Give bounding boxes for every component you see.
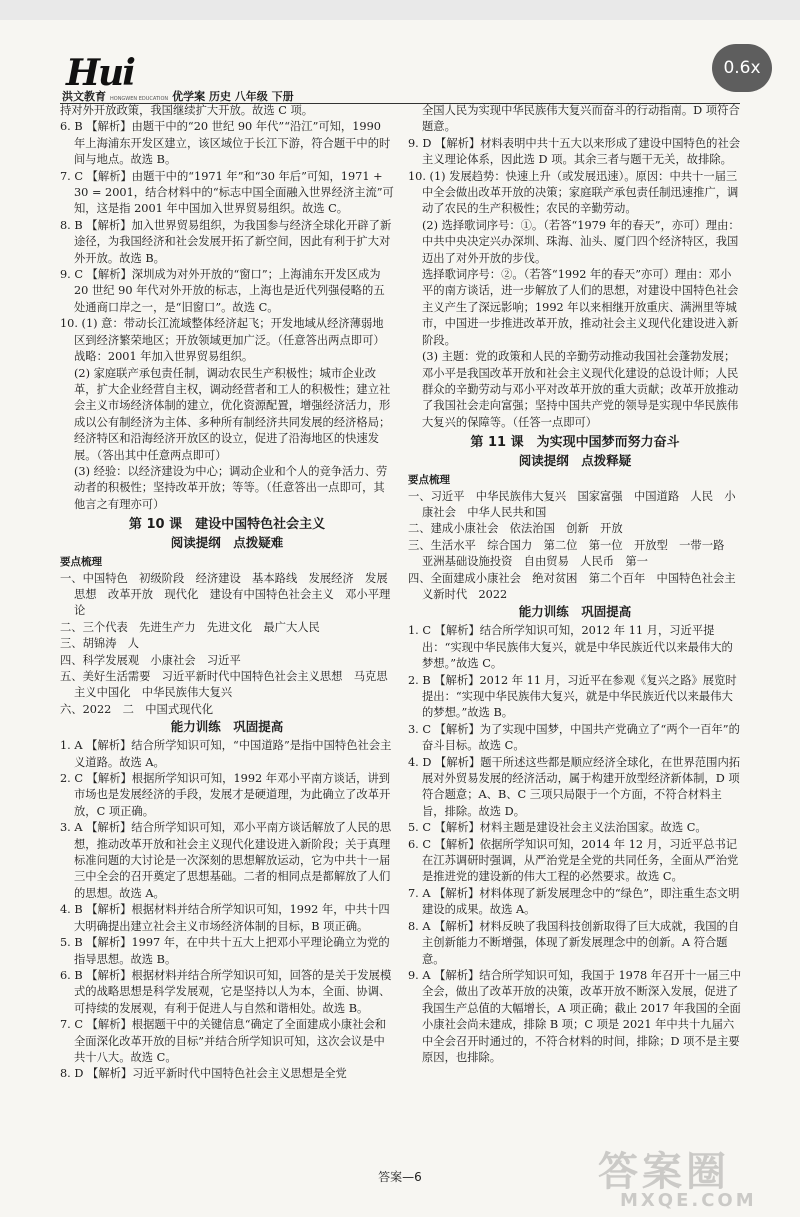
answer-paragraph: 三、生活水平 综合国力 第二位 第一位 开放型 一带一路 亚洲基础设施投资 自由贸易 人民币 第一 [408,538,736,569]
answer-paragraph: 7. A 【解析】材料体现了新发展理念中的“绿色”，即注重生态文明建设的成果。故选 A。 [408,886,740,917]
left-column [60,103,399,1083]
answer-paragraph: 8. B 【解析】加入世界贸易组织，为我国参与经济全球化开辟了新途径，为我国经济和社会发展开拓了新空间，因此有利于扩大对外开放。故选 B。 [60,218,392,265]
answer-paragraph: 选择歌词序号：②。（若答“1992 年的春天”亦可）理由：邓小平的南方谈话，进一步解放了人们的思想，对建设中国特色社会主义产生了深远影响；1992 年以来相继开放重庆、满洲里等城市，中国进一步推进改革开放，推动社会主义现代化建设进入新阶段。 [422,268,739,347]
section-title: 阅读提纲 点拨疑难 [170,535,284,551]
answer-paragraph: (3) 经验：以经济建设为中心；调动企业和个人的竞争活力、劳动者的积极性；坚持改革开放；等等。（任意答出一点即可，其他言之有理亦可） [74,464,388,511]
answer-paragraph: 10. (1) 意：带动长江流域整体经济起飞；开发地域从经济薄弱地区到经济繁荣地区；开放领域更加广泛。（任意答出两点即可）战略：2001 年加入世界贸易组织。 [60,317,385,364]
watermark-url: MXQE.COM [620,1190,757,1211]
answer-paragraph: (3) 主题：党的政策和人民的辛勤劳动推动我国社会蓬勃发展；邓小平是我国改革开放和社会主义现代化建设的总设计师；人民群众的辛勤劳动与邓小平对改革开放的重大贡献；改革开放推动了我国社会走向富强；坚持中国共产党的领导是实现中华民族伟大复兴的保障等。（任答一点即可） [422,350,739,429]
subsection-title: 要点梳理 [408,474,450,487]
answer-paragraph: 6. B 【解析】根据材料并结合所学知识可知，回答的是关于发展模式的战略思想是科学发展观，它是坚持以人为本，全面、协调、可持续的发展观，有利于促进人与自然和谐相处。故选 B。 [60,968,392,1015]
answer-paragraph: 1. C 【解析】结合所学知识可知，2012 年 11 月，习近平提出：“实现中华民族伟大复兴，就是中华民族近代以来最伟大的梦想。”故选 C。 [408,624,733,671]
answer-paragraph: 2. B 【解析】2012 年 11 月，习近平在参观《复兴之路》展览时提出：“实现中华民族伟大复兴，就是中华民族近代以来最伟大的梦想。”故选 B。 [408,673,737,720]
answer-paragraph: 8. A 【解析】材料反映了我国科技创新取得了巨大成就，我国的自主创新能力不断增强，体现了新发展理念中的创新。A 符合题意。 [408,919,740,966]
publisher-logo: Hui [66,52,134,94]
answer-paragraph: 1. A 【解析】结合所学知识可知，“中国道路”是指中国特色社会主义道路。故选 A。 [60,739,392,769]
answer-paragraph: 一、中国特色 初级阶段 经济建设 基本路线 发展经济 发展 思想 改革开放 现代化 建设有中国特色社会主义 邓小平理论 [60,571,399,618]
answer-paragraph: 四、全面建成小康社会 绝对贫困 第二个百年 中国特色社会主义新时代 2022 [408,571,736,601]
answer-paragraph: 六、2022 二 中国式现代化 [60,702,214,716]
brand-name: 洪文教育 [62,90,106,103]
book-series: 优学案 历史 八年级 下册 [172,90,294,103]
answer-paragraph: 四、科学发展观 小康社会 习近平 [60,653,241,667]
answer-paragraph: 全国人民为实现中华民族伟大复兴而奋斗的行动指南。D 项符合题意。 [422,104,740,134]
answer-paragraph: 4. B 【解析】根据材料并结合所学知识可知，1992 年，中共十四大明确提出建立社会主义市场经济体制的目标，B 项正确。 [60,903,390,933]
answer-paragraph: 二、建成小康社会 依法治国 创新 开放 [408,522,623,536]
answer-paragraph: 3. A 【解析】结合所学知识可知，邓小平南方谈话解放了人民的思想，推动改革开放和社会主义现代化建设进入新阶段；关于真理标准问题的大讨论是一次深刻的思想解放运动，它为中共十一届三中全会的召开奠定了思想基础。二者的相同点是都解放了人们的思想。故选 A。 [60,821,392,900]
right-column [408,103,742,1066]
section-title: 能力训练 巩固提高 [518,604,632,620]
answer-paragraph: (2) 选择歌词序号：①。（若答“1979 年的春天”，亦可）理由：中共中央决定兴办深圳、珠海、汕头、厦门四个经济特区，我国迈出了对外开放的步伐。 [422,218,740,265]
answer-paragraph: 9. A 【解析】结合所学知识可知，我国于 1978 年召开十一届三中全会，做出了改革开放的决策，改革开放不断深入发展，促进了我国生产总值的大幅增长，A 项正确；截止 2017 年我国的全面小康社会尚未建成，排除 B 项；C 项是 2021 年中共十九届六中全会召开时通过的，不符合材料的时间，排除；D 项不是主要原因，也排除。 [408,968,742,1064]
top-bar [0,0,800,20]
answer-paragraph: 6. C 【解析】依据所学知识可知，2014 年 12 月，习近平总书记在江苏调研时强调，从严治党是全党的共同任务，全面从严治党是推进党的建设新的伟大工程的必然要求。故选 C。 [408,837,739,884]
section-title: 能力训练 巩固提高 [170,719,284,735]
page-number: 答案—6 [378,1170,422,1184]
answer-paragraph: 二、三个代表 先进生产力 先进文化 最广大人民 [60,620,320,634]
subsection-title: 要点梳理 [60,556,102,569]
answer-paragraph: 6. B 【解析】由题干中的“20 世纪 90 年代”“沿江”可知，1990 年上海浦东开发区建立，该区域位于长江下游，符合题干中的时间与地点。故选 B。 [60,120,391,167]
answer-paragraph: 三、胡锦涛 人 [60,637,140,651]
answer-paragraph: 一、习近平 中华民族伟大复兴 国家富强 中国道路 人民 小康社会 中华人民共和国 [408,489,736,519]
answer-paragraph: 5. C 【解析】材料主题是建设社会主义法治国家。故选 C。 [408,821,707,835]
answer-paragraph: 10. (1) 发展趋势：快速上升（或发展迅速）。原因：中共十一届三中全会做出改革开放的决策；家庭联产承包责任制迅速推广，调动了农民的生产积极性；农民的辛勤劳动。 [408,169,739,216]
answer-paragraph: 9. C 【解析】深圳成为对外开放的“窗口”；上海浦东开发区成为 20 世纪 90 年代对外开放的标志，上海也是近代列强侵略的五处通商口岸之一，是“旧窗口”。故选 C。 [60,268,385,314]
lesson-title: 第 10 课 建设中国特色社会主义 [128,517,326,533]
answer-paragraph: 4. D 【解析】题干所述这些都是顺应经济全球化，在世界范围内拓展对外贸易发展的经济活动，属于构建开放型经济新体制，D 项符合题意；A、B、C 三项只局限于一个方面，不符合材料主旨，排除。故选 D。 [408,755,741,818]
answer-paragraph: 2. C 【解析】根据所学知识可知，1992 年邓小平南方谈话，讲到市场也是发展经济的手段，发展才是硬道理，为此确立了改革开放，C 项正确。 [60,772,391,818]
answer-paragraph: 7. C 【解析】根据题干中的关键信息“确定了全面建成小康社会和全面深化改革开放的目标”并结合所学知识可知，这次会议是中共十八大。故选 C。 [60,1018,387,1064]
answer-paragraph: 8. D 【解析】习近平新时代中国特色社会主义思想是全党 [60,1067,347,1081]
watermark [598,1140,798,1215]
brand-subtitle: HONGWEN EDUCATION [110,96,169,102]
answer-paragraph: 9. D 【解析】材料表明中共十五大以来形成了建设中国特色的社会主义理论体系，因此选 D 项。其余三者与题干无关，故排除。 [408,136,741,167]
book-header [60,50,740,103]
answer-paragraph: 五、美好生活需要 习近平新时代中国特色社会主义思想 马克思主义中国化 中华民族伟大复兴 [60,670,388,700]
watermark-logo: 答案圈 [598,1149,730,1195]
answer-paragraph: 7. C 【解析】由题干中的“1971 年”和“30 年后”可知，1971 + 30 = 2001，结合材料中的“标志中国全面融入世界经济主流”可知，这是指 2001 年中国加入世界贸易组织。故选 C。 [60,169,394,216]
zoom-level-button[interactable]: 0.6x [712,44,772,92]
header-brand [62,88,294,104]
answer-paragraph: 3. C 【解析】为了实现中国梦，中国共产党确立了“两个一百年”的奋斗目标。故选 C。 [408,722,740,753]
answer-paragraph: 5. B 【解析】1997 年，在中共十五大上把邓小平理论确立为党的指导思想。故选 B。 [60,936,390,966]
answer-paragraph: (2) 家庭联产承包责任制，调动农民生产积极性；城市企业改革，扩大企业经营自主权，调动经营者和工人的积极性；建立社会主义市场经济体制的建立，优化资源配置，增强经济活力，形成以公有制经济为主体、多种所有制经济共同发展的经济格局；经济特区和沿海经济开放区的设立，促进了沿海地区的快速发展。（答出其中任意两点即可） [74,366,391,462]
lesson-title: 第 11 课 为实现中国梦而努力奋斗 [470,435,680,451]
answer-paragraph: 持对外开放政策，我国继续扩大开放。故选 C 项。 [60,104,314,117]
section-title: 阅读提纲 点拨释疑 [518,453,632,469]
